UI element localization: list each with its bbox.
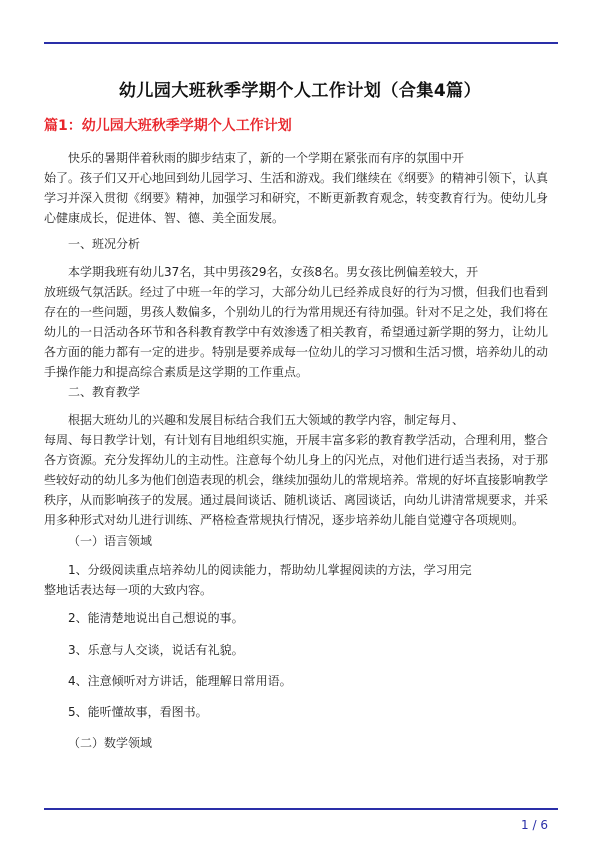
language-item-3 <box>44 640 558 660</box>
text-line: 些较好动的幼儿多为他们创造表现的机会，继续加强幼儿的常规培养。常规的好坏直接影响教学 <box>44 473 549 487</box>
text-line: 存在的一些问题，男孩人数偏多，个别幼儿的行为常用规还有待加强。针对不足之处，我们将在 <box>44 305 549 319</box>
text-line: 4、注意倾听对方讲话，能理解日常用语。 <box>68 674 292 688</box>
text-line: 放班级气氛活跃。经过了中班一年的学习，大部分幼儿已经养成良好的行为习惯，但我们也看到 <box>44 285 549 299</box>
text-line: 3、乐意与人交谈，说话有礼貌。 <box>68 643 244 657</box>
footer-rule <box>44 808 558 810</box>
text-line: 用多种形式对幼儿进行训练、严格检查常规执行情况，逐步培养幼儿能自觉遵守各项规则。 <box>44 513 525 527</box>
text-line: 1、分级阅读重点培养幼儿的阅读能力，帮助幼儿掌握阅读的方法，学习用完 <box>68 563 472 577</box>
text-line: 5、能听懂故事，看图书。 <box>68 705 208 719</box>
subheading-language <box>44 531 558 551</box>
header-rule <box>44 42 558 44</box>
subheading-math <box>44 733 558 753</box>
text-line: 2、能清楚地说出自己想说的事。 <box>68 611 244 625</box>
text-line: 各方面的能力都有一定的进步。特别是要养成每一位幼儿的学习习惯和生活习惯，培养幼儿的动 <box>44 345 549 359</box>
text-line: 始了。孩子们又开心地回到幼儿园学习、生活和游戏。我们继续在《纲要》的精神引领下，认真 <box>44 171 549 185</box>
heading-text: 二、教育教学 <box>68 385 141 399</box>
language-item-1 <box>44 560 558 600</box>
text-line: 每周、每日教学计划，有计划有目地组织实施，开展丰富多彩的教育教学活动，合理利用，整合 <box>44 433 549 447</box>
language-item-5 <box>44 702 558 722</box>
language-item-4 <box>44 671 558 691</box>
text-line: 根据大班幼儿的兴趣和发展目标结合我们五大领域的教学内容，制定每月、 <box>68 413 465 427</box>
text-line: 心健康成长，促进体、智、德、美全面发展。 <box>44 211 285 225</box>
text-line: 秩序，从而影响孩子的发展。通过晨间谈话、随机谈话、离园谈话，向幼儿讲清常规要求，并采 <box>44 493 549 507</box>
language-item-2 <box>44 608 558 628</box>
subheading-text: （一）语言领域 <box>68 534 153 548</box>
teaching-paragraph <box>44 410 558 530</box>
intro-paragraph <box>44 148 558 228</box>
page-indicator: 1 / 6 <box>521 818 548 832</box>
document-title: 幼儿园大班秋季学期个人工作计划（合集4篇） <box>118 81 482 101</box>
text-line: 本学期我班有幼儿37名，其中男孩29名，女孩8名。男女孩比例偏差较大，开 <box>68 265 479 279</box>
section-title: 篇1：幼儿园大班秋季学期个人工作计划 <box>44 118 292 134</box>
subheading-text: （二）数学领域 <box>68 736 153 750</box>
text-line: 快乐的暑期伴着秋雨的脚步结束了，新的一个学期在紧张而有序的氛围中开 <box>68 151 465 165</box>
heading-teaching <box>44 382 558 402</box>
heading-class-analysis <box>44 234 558 254</box>
text-line: 学习并深入贯彻《纲要》精神，加强学习和研究，不断更新教育观念，转变教育行为。使幼儿身 <box>44 191 549 205</box>
text-line: 幼儿的一日活动各环节和各科教育教学中有效渗透了相关教育，希望通过新学期的努力，让幼儿 <box>44 325 549 339</box>
text-line: 整地话表达每一项的大致内容。 <box>44 583 213 597</box>
class-analysis-paragraph <box>44 262 558 382</box>
text-line: 手操作能力和提高综合素质是这学期的工作重点。 <box>44 365 309 379</box>
heading-text: 一、班况分析 <box>68 237 141 251</box>
text-line: 各方资源。充分发挥幼儿的主动性。注意每个幼儿身上的闪光点，对他们进行适当表扬，对于那 <box>44 453 549 467</box>
